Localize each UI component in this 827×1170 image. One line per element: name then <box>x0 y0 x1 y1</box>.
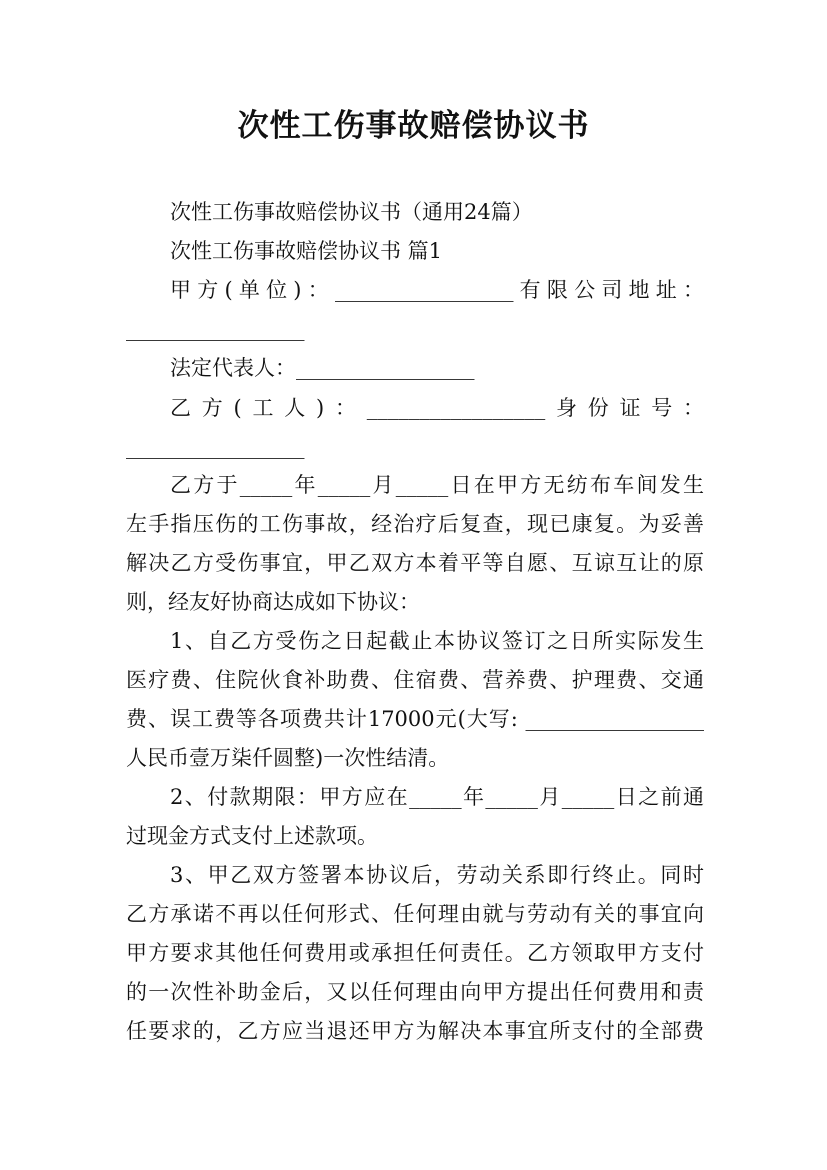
clause-1-line: 费、误工费等各项费共计17000元(大写: _________________ <box>126 707 704 731</box>
clause-1-line: 1、自乙方受伤之日起截止本协议签订之日所实际发生 <box>170 629 704 653</box>
legal-representative-line: 法定代表人：_________________ <box>170 356 475 380</box>
body-paragraph-line: 解决乙方受伤事宜，甲乙双方本着平等自愿、互谅互让的原 <box>126 551 704 575</box>
document-title: 次性工伤事故赔偿协议书 <box>237 108 590 144</box>
body-paragraph-line: 则，经友好协商达成如下协议： <box>126 590 420 614</box>
clause-1-line: 人民币壹万柒仟圆整)一次性结清。 <box>126 746 450 770</box>
clause-3-line: 任要求的，乙方应当退还甲方为解决本事宜所支付的全部费 <box>126 1019 704 1043</box>
clause-1-line: 医疗费、住院伙食补助费、住宿费、营养费、护理费、交通 <box>126 668 704 692</box>
clause-2-line: 过现金方式支付上述款项。 <box>126 824 378 848</box>
party-b-id-blank: _________________ <box>126 435 305 459</box>
clause-3-line: 3、甲乙双方签署本协议后，劳动关系即行终止。同时 <box>170 863 704 887</box>
clause-3-line: 甲方要求其他任何费用或承担任何责任。乙方领取甲方支付 <box>126 941 704 965</box>
party-a-line: 甲方(单位)：_________________有限公司地址： <box>170 278 704 302</box>
subtitle-line: 次性工伤事故赔偿协议书（通用24篇） <box>170 200 533 224</box>
clause-2-line: 2、付款期限：甲方应在_____年_____月_____日之前通 <box>170 785 704 809</box>
body-paragraph-line: 左手指压伤的工伤事故，经治疗后复查，现已康复。为妥善 <box>126 512 704 536</box>
body-paragraph-line: 乙方于_____年_____月_____日在甲方无纺布车间发生 <box>170 473 704 497</box>
section-heading: 次性工伤事故赔偿协议书 篇1 <box>170 239 443 263</box>
clause-3-line: 乙方承诺不再以任何形式、任何理由就与劳动有关的事宜向 <box>126 902 704 926</box>
clause-3-line: 的一次性补助金后，又以任何理由向甲方提出任何费用和责 <box>126 980 704 1004</box>
party-b-line: 乙方(工人)：_________________身份证号： <box>170 396 704 420</box>
party-a-address-blank: _________________ <box>126 317 305 341</box>
